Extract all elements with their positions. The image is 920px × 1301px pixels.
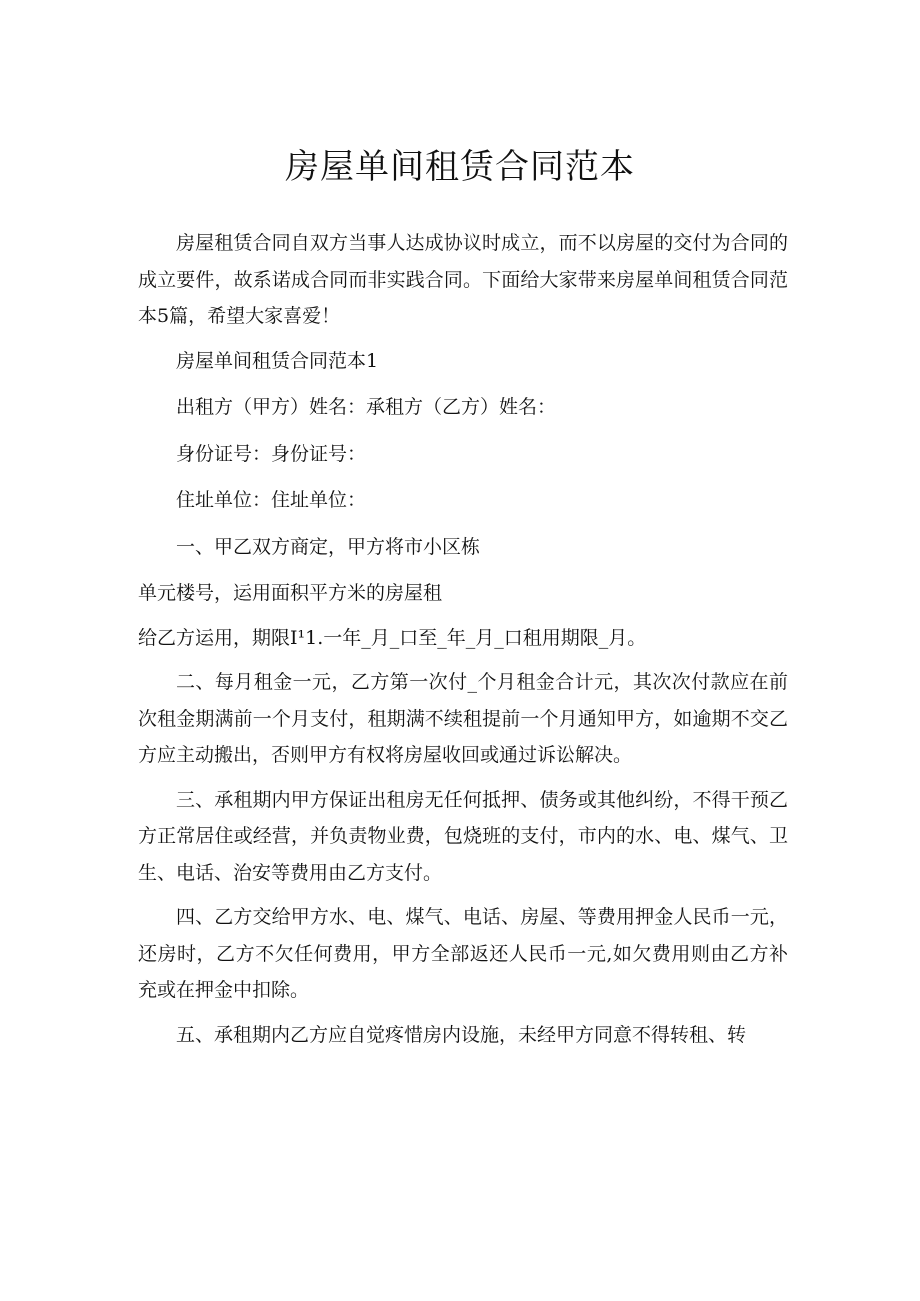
clause-1-line-2: 单元楼号，运用面积平方米的房屋租: [138, 582, 443, 604]
clause-1-line-1: 一、甲乙双方商定，甲方将市小区栋: [176, 535, 481, 558]
party-names-line: 出租方（甲方）姓名：承租方（乙方）姓名：: [176, 396, 557, 418]
section-heading: 房屋单间租赁合同范本1: [176, 349, 379, 372]
document-body: [138, 225, 788, 1061]
clause-2-paragraph: 二、每月租金一元，乙方第一次付_个月租金合计元，其次次付款应在前次租金期满前一个月支付，租期满不续租提前一个月通知甲方，如逾期不交乙方应主动搬出，否则甲方有权将房屋收回或通过诉讼解决。: [138, 671, 788, 766]
clause-4-paragraph: 四、乙方交给甲方水、电、煤气、电话、房屋、等费用押金人民币一元，还房时，乙方不欠任何费用，甲方全部返还人民币一元,如欠费用则由乙方补充或在押金中扣除。: [138, 906, 788, 1001]
clause-3-paragraph: 三、承租期内甲方保证出租房无任何抵押、债务或其他纠纷，不得干预乙方正常居住或经营，并负责物业费，包烧班的支付，市内的水、电、煤气、卫生、电话、治安等费用由乙方支付。: [138, 788, 788, 884]
document-title: 房屋单间租赁合同范本: [285, 147, 635, 187]
intro-paragraph: 房屋租赁合同自双方当事人达成协议时成立，而不以房屋的交付为合同的成立要件，故系诺成合同而非实践合同。下面给大家带来房屋单间租赁合同范本5篇，希望大家喜爱！: [138, 232, 788, 327]
paragraph-gap: [138, 656, 788, 664]
id-numbers-line: 身份证号：身份证号：: [176, 442, 367, 465]
clause-5-paragraph: 五、承租期内乙方应自觉疼惜房内设施，未经甲方同意不得转租、转: [176, 1023, 747, 1046]
addresses-line: 住址单位：住址单位：: [176, 489, 367, 511]
clause-1-line-3: 给乙方运用，期限I¹1.一年_月_口至_年_月_口租用期限_月。: [138, 626, 647, 649]
